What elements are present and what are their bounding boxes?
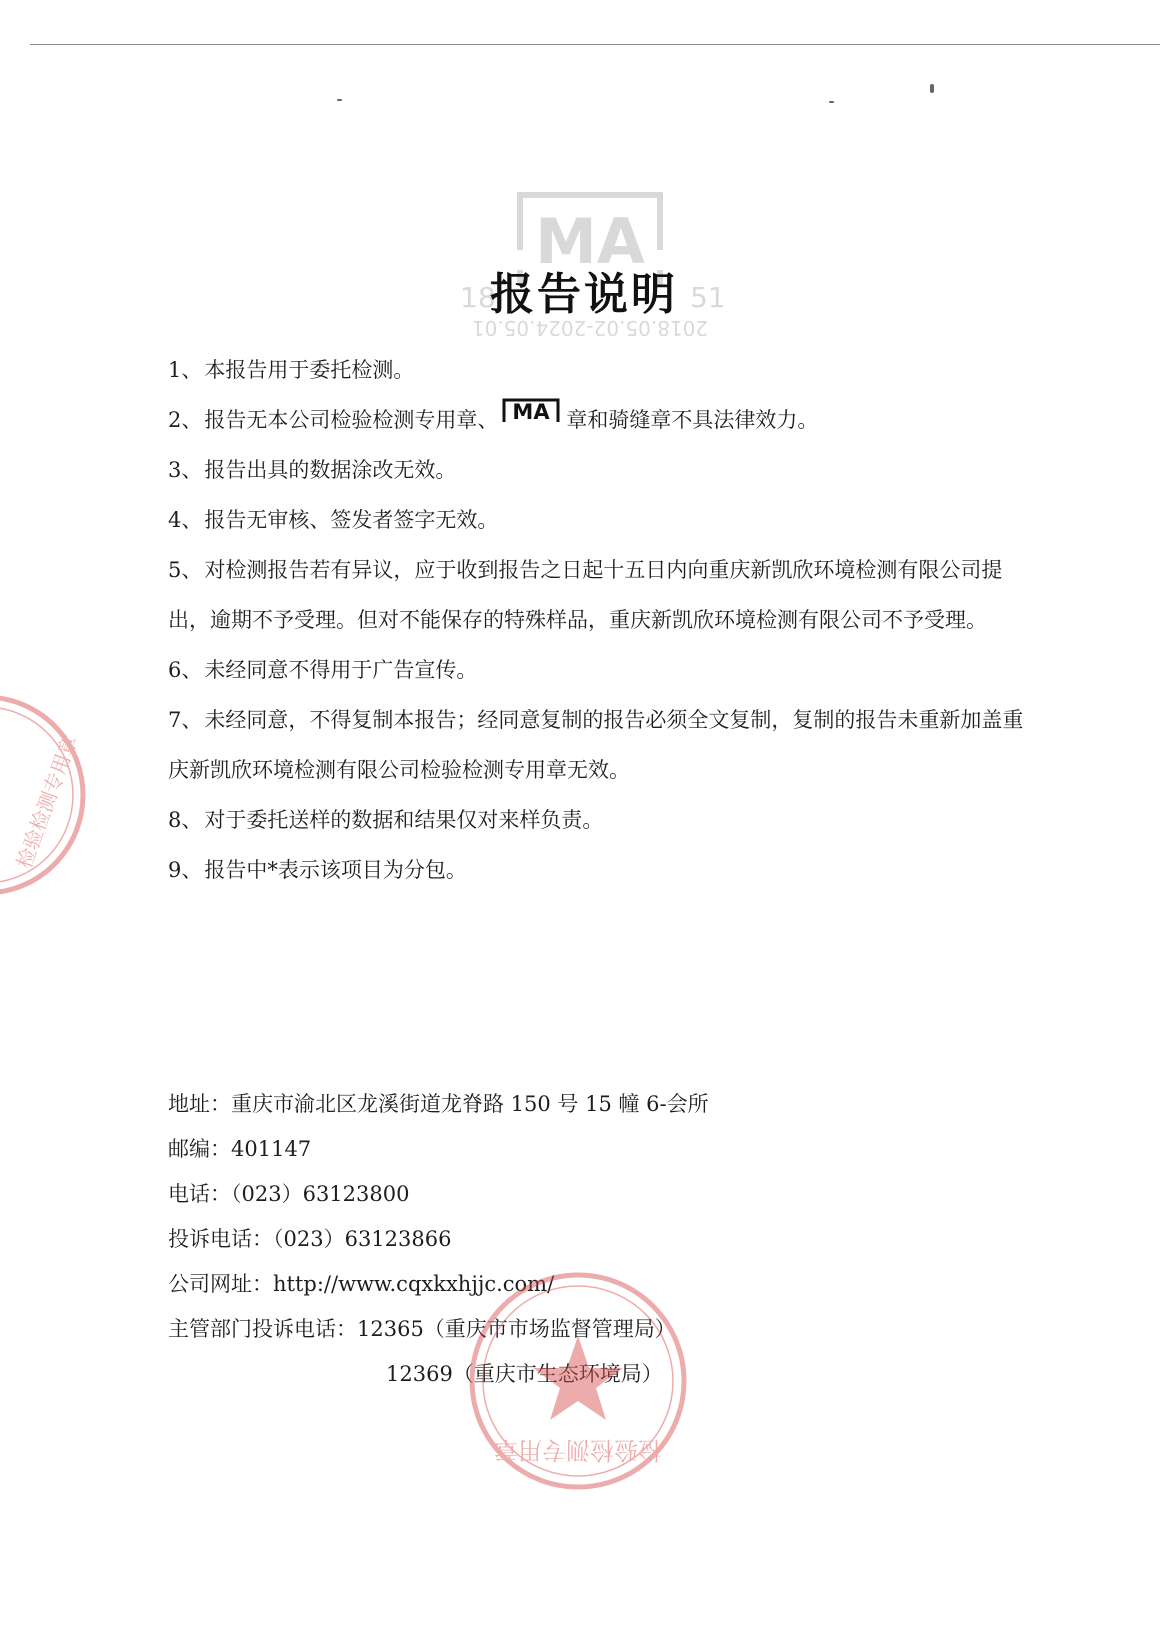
clause-number: 8、 bbox=[168, 808, 203, 832]
clause-3 bbox=[168, 445, 1030, 495]
clause-list bbox=[168, 345, 1030, 895]
clause-7 bbox=[168, 695, 1030, 795]
scan-speck bbox=[829, 101, 834, 103]
clause-text: 对检测报告若有异议，应于收到报告之日起十五日内向重庆新凯欣环境检测有限公司提出，逾期不予受理。但对不能保存的特殊样品，重庆新凯欣环境检测有限公司不予受理。 bbox=[168, 558, 1003, 632]
svg-text:MA: MA bbox=[512, 399, 550, 424]
clause-text: 对于委托送样的数据和结果仅对来样负责。 bbox=[204, 808, 604, 832]
clause-number: 3、 bbox=[168, 458, 203, 482]
clause-1 bbox=[168, 345, 1030, 395]
page-title: 报告说明 bbox=[490, 269, 678, 320]
complaint-phone: 投诉电话：（023）63123866 bbox=[168, 1227, 452, 1251]
seal-left bbox=[0, 690, 90, 900]
svg-text:MA: MA bbox=[535, 205, 645, 278]
clause-8 bbox=[168, 795, 1030, 845]
seal-bottom bbox=[465, 1268, 691, 1494]
clause-number: 2、 bbox=[168, 408, 203, 432]
clause-5 bbox=[168, 545, 1030, 645]
clause-number: 9、 bbox=[168, 858, 203, 882]
clause-4 bbox=[168, 495, 1030, 545]
clause-number: 6、 bbox=[168, 658, 203, 682]
authority-complaint-phone: 主管部门投诉电话：12365（重庆市市场监督管理局） bbox=[168, 1317, 676, 1341]
scan-speck bbox=[930, 84, 934, 93]
postcode: 邮编：401147 bbox=[168, 1137, 312, 1161]
website-link[interactable]: 公司网址：http://www.cqxkxhjjc.com/ bbox=[168, 1272, 555, 1296]
clause-2 bbox=[168, 395, 1030, 445]
clause-text: 未经同意不得用于广告宣传。 bbox=[204, 658, 478, 682]
environment-bureau-phone: 12369（重庆市生态环境局） bbox=[386, 1362, 663, 1386]
clause-number: 4、 bbox=[168, 508, 203, 532]
clause-text: 本报告用于委托检测。 bbox=[204, 358, 415, 382]
svg-text:检验检测专用章: 检验检测专用章 bbox=[11, 731, 83, 872]
address: 地址：重庆市渝北区龙溪街道龙脊路 150 号 15 幢 6-会所 bbox=[168, 1092, 709, 1116]
clause-9 bbox=[168, 845, 1030, 895]
clause-text: 未经同意，不得复制本报告；经同意复制的报告必须全文复制，复制的报告未重新加盖重庆新凯欣环境检测有限公司检验检测专用章无效。 bbox=[168, 708, 1024, 782]
clause-text: 报告无审核、签发者签字无效。 bbox=[204, 508, 499, 532]
cma-mark-icon bbox=[500, 394, 562, 444]
phone: 电话：（023）63123800 bbox=[168, 1182, 410, 1206]
clause-text-after: 章和骑缝章不具法律效力。 bbox=[566, 408, 819, 432]
svg-text:51: 51 bbox=[690, 281, 726, 314]
clause-text-before: 报告无本公司检验检测专用章、 bbox=[204, 408, 499, 432]
scan-speck bbox=[337, 99, 342, 101]
clause-number: 1、 bbox=[168, 358, 203, 382]
svg-text:2018.05.02-2024.05.01: 2018.05.02-2024.05.01 bbox=[471, 316, 709, 340]
top-rule bbox=[30, 44, 1160, 45]
clause-number: 5、 bbox=[168, 558, 203, 582]
svg-text:18: 18 bbox=[460, 281, 496, 314]
svg-text:检验检测专用章: 检验检测专用章 bbox=[494, 1436, 662, 1464]
clause-6 bbox=[168, 645, 1030, 695]
clause-text: 报告中*表示该项目为分包。 bbox=[204, 858, 467, 882]
clause-number: 7、 bbox=[168, 708, 203, 732]
clause-text: 报告出具的数据涂改无效。 bbox=[204, 458, 457, 482]
